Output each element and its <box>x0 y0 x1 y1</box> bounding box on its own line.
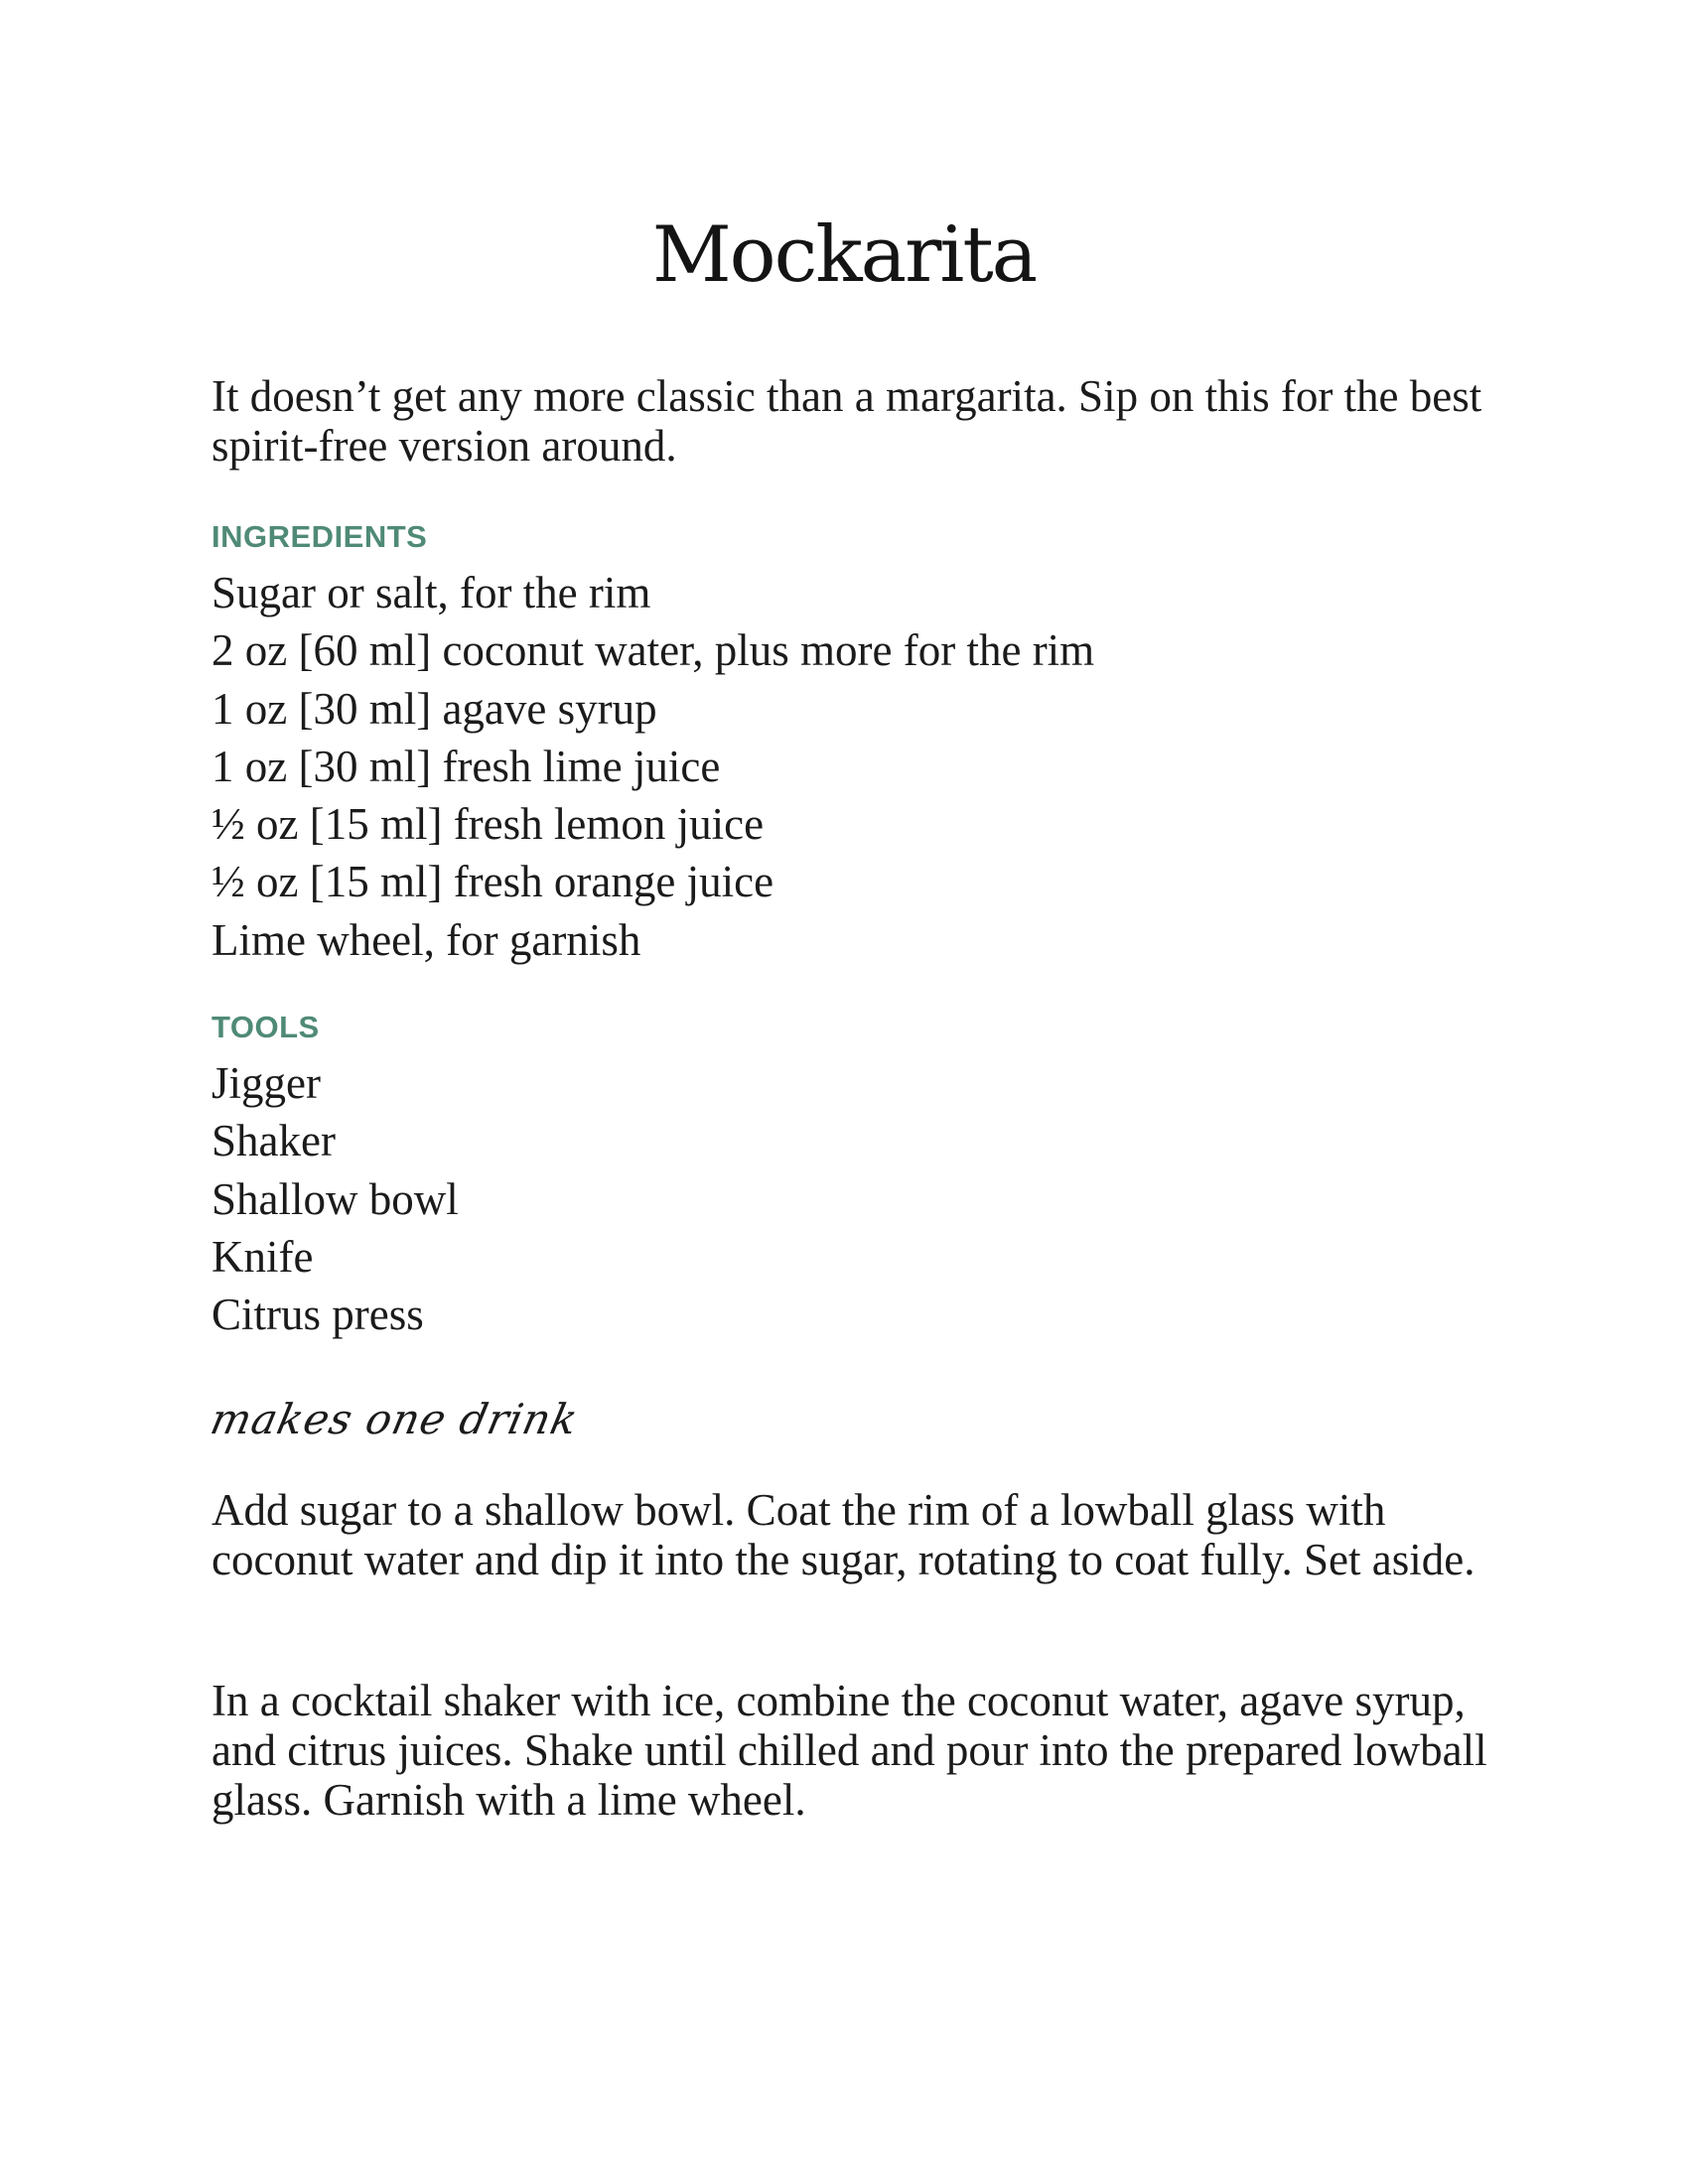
tool-item: Shaker <box>211 1116 336 1166</box>
ingredients-list <box>211 564 1094 969</box>
recipe-title: Mockarita <box>651 210 1037 300</box>
ingredient-item: 1 oz [30 ml] agave syrup <box>211 683 657 734</box>
ingredients-heading: INGREDIENTS <box>211 519 428 554</box>
ingredient-item: ½ oz [15 ml] fresh lemon juice <box>211 799 765 850</box>
ingredient-item: 2 oz [60 ml] coconut water, plus more for the rim <box>211 625 1095 676</box>
yield-note: makes one drink <box>206 1395 583 1443</box>
ingredient-item: 1 oz [30 ml] fresh lime juice <box>211 741 721 791</box>
ingredient-item: Sugar or salt, for the rim <box>211 568 651 617</box>
tool-item: Citrus press <box>211 1290 424 1340</box>
tool-item: Knife <box>211 1231 314 1282</box>
instruction-step: Add sugar to a shallow bowl. Coat the rim of a lowball glass with coconut water and dip it into the sugar, rotating to coat fully. Set aside. <box>211 1485 1476 1584</box>
ingredient-item: Lime wheel, for garnish <box>211 914 641 965</box>
recipe-intro: It doesn’t get any more classic than a margarita. Sip on this for the best spirit-free version around. <box>211 371 1482 471</box>
tool-item: Jigger <box>211 1058 321 1108</box>
ingredient-item: ½ oz [15 ml] fresh orange juice <box>211 857 774 907</box>
tools-list <box>211 1054 459 1343</box>
tool-item: Shallow bowl <box>211 1173 459 1224</box>
tools-heading: TOOLS <box>211 1010 320 1044</box>
instruction-step: In a cocktail shaker with ice, combine the coconut water, agave syrup, and citrus juices. Shake until chilled and pour into the prepared lowball glass. Garnish with a lime wheel. <box>211 1676 1487 1825</box>
